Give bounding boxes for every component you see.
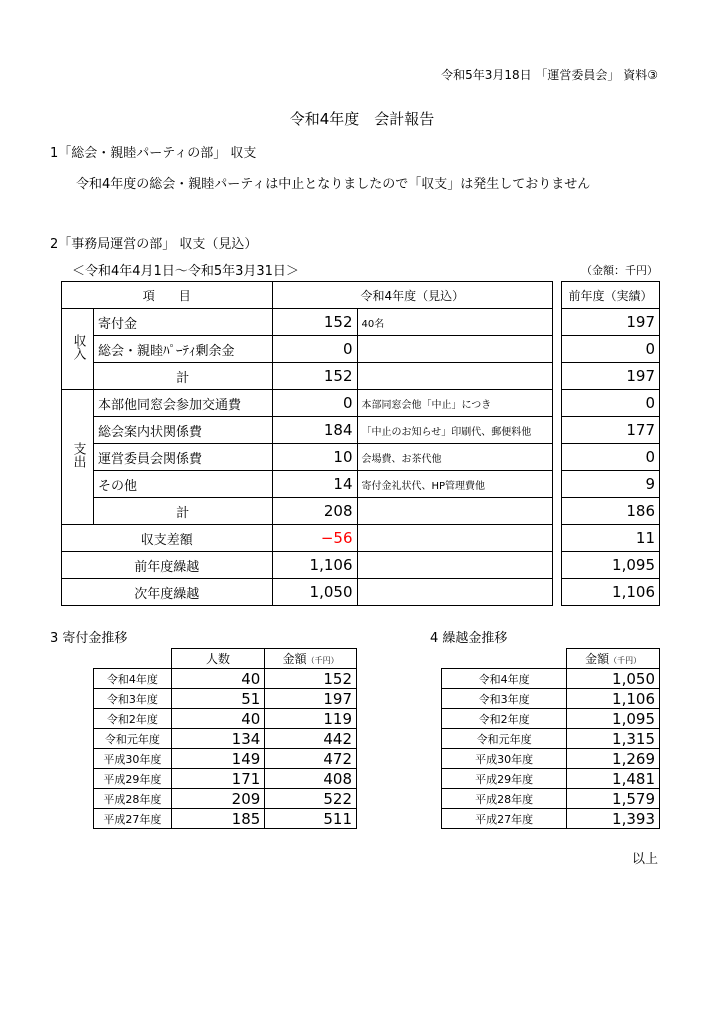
section1-text: 令和4年度の総会・親睦パーティは中止となりましたので「収支」は発生しておりません (76, 177, 591, 192)
expense-category (62, 390, 94, 525)
period-label: ＜令和4年4月1日～令和5年3月31日＞ (72, 264, 299, 279)
table-row-people: 209 (171, 789, 265, 809)
table-row-amount: 1,050 (567, 669, 660, 689)
row-note (357, 579, 553, 606)
carry-prev-label: 前年度繰越 (62, 552, 273, 579)
row-item: 本部他同窓会参加交通費 (93, 390, 272, 417)
table-row-amount: 408 (265, 769, 357, 789)
header-amount-label: 金額 (282, 652, 307, 666)
table-row-people: 185 (171, 809, 265, 829)
row-note: 40名 (357, 309, 553, 336)
table-row-amount: 197 (265, 689, 357, 709)
row-item: その他 (93, 471, 272, 498)
income-category-label: 収入 (70, 333, 86, 360)
column-gap (553, 282, 562, 309)
row-item: 総会・親睦ﾊﾟｰﾃｨ剰余金 (93, 336, 272, 363)
table-row-year: 平成27年度 (442, 809, 567, 829)
row-prev: 9 (562, 471, 660, 498)
row-item: 運営委員会関係費 (93, 444, 272, 471)
row-amount: 10 (272, 444, 357, 471)
column-gap (553, 471, 562, 498)
expense-total-prev: 186 (562, 498, 660, 525)
table-row-amount: 1,106 (567, 689, 660, 709)
table-row-people: 51 (171, 689, 265, 709)
row-amount: 0 (272, 390, 357, 417)
column-gap (553, 498, 562, 525)
table-row-year: 平成28年度 (442, 789, 567, 809)
table-row-amount: 442 (265, 729, 357, 749)
row-note (357, 363, 553, 390)
row-amount: 152 (272, 309, 357, 336)
row-prev: 0 (562, 336, 660, 363)
row-note (357, 336, 553, 363)
unit-label: （金額：千円） (581, 264, 658, 277)
document-reference: 令和5年3月18日 「運営委員会」 資料③ (441, 68, 658, 82)
table-row-year: 令和2年度 (94, 709, 172, 729)
table-row-amount: 511 (265, 809, 357, 829)
row-amount: 0 (272, 336, 357, 363)
table-row-year: 平成30年度 (94, 749, 172, 769)
balance-amount: −56 (272, 525, 357, 552)
table-row-year: 平成30年度 (442, 749, 567, 769)
donation-history-table (93, 648, 357, 829)
header-amount (567, 649, 660, 669)
income-expense-table (61, 281, 660, 606)
row-note: 寄付金礼状代、HP管理費他 (357, 471, 553, 498)
row-note (357, 525, 553, 552)
table-row-amount: 522 (265, 789, 357, 809)
carry-prev-amount: 1,106 (272, 552, 357, 579)
carryover-history-table (441, 648, 660, 829)
section3-heading: 3 寄付金推移 (50, 631, 128, 646)
column-gap (553, 336, 562, 363)
header-amount-unit: （千円） (306, 656, 339, 665)
table-row-amount: 1,095 (567, 709, 660, 729)
corner-cell (442, 649, 567, 669)
carry-next-amount: 1,050 (272, 579, 357, 606)
table-row-amount: 119 (265, 709, 357, 729)
table-row-year: 令和3年度 (94, 689, 172, 709)
table-row-year: 令和元年度 (94, 729, 172, 749)
row-note (357, 552, 553, 579)
table-row-amount: 1,269 (567, 749, 660, 769)
carry-prev-prev: 1,095 (562, 552, 660, 579)
header-item: 項 目 (62, 282, 273, 309)
row-amount: 184 (272, 417, 357, 444)
balance-label: 収支差額 (62, 525, 273, 552)
row-item: 総会案内状関係費 (93, 417, 272, 444)
carry-next-label: 次年度繰越 (62, 579, 273, 606)
carry-next-prev: 1,106 (562, 579, 660, 606)
column-gap (553, 552, 562, 579)
header-current-year: 令和4年度（見込） (272, 282, 552, 309)
table-row-amount: 472 (265, 749, 357, 769)
closing-mark: 以上 (631, 852, 658, 867)
table-row-year: 平成29年度 (94, 769, 172, 789)
header-amount-label: 金額 (585, 652, 610, 666)
table-row-year: 平成29年度 (442, 769, 567, 789)
table-row-amount: 1,315 (567, 729, 660, 749)
column-gap (553, 525, 562, 552)
income-total-prev: 197 (562, 363, 660, 390)
column-gap (553, 444, 562, 471)
column-gap (553, 309, 562, 336)
income-total-amount: 152 (272, 363, 357, 390)
row-note: 本部同窓会他「中止」につき (357, 390, 553, 417)
section4-heading: 4 繰越金推移 (430, 631, 508, 646)
income-total-label: 計 (93, 363, 272, 390)
table-row-people: 40 (171, 669, 265, 689)
section1-heading: 1「総会・親睦パーティの部」 収支 (50, 146, 257, 161)
column-gap (553, 363, 562, 390)
table-row-year: 令和4年度 (442, 669, 567, 689)
page-title: 令和4年度 会計報告 (289, 110, 435, 128)
table-row-people: 171 (171, 769, 265, 789)
table-row-amount: 1,579 (567, 789, 660, 809)
row-note: 会場費、お茶代他 (357, 444, 553, 471)
row-prev: 0 (562, 390, 660, 417)
column-gap (553, 390, 562, 417)
row-prev: 0 (562, 444, 660, 471)
column-gap (553, 579, 562, 606)
table-row-people: 40 (171, 709, 265, 729)
header-previous-year: 前年度（実績） (562, 282, 660, 309)
header-amount (265, 649, 357, 669)
income-category (62, 309, 94, 390)
table-row-amount: 1,393 (567, 809, 660, 829)
expense-category-label: 支出 (70, 441, 86, 468)
table-row-amount: 152 (265, 669, 357, 689)
row-item: 寄付金 (93, 309, 272, 336)
expense-total-amount: 208 (272, 498, 357, 525)
section2-heading: 2「事務局運営の部」 収支（見込） (50, 237, 258, 252)
row-prev: 177 (562, 417, 660, 444)
balance-prev: 11 (562, 525, 660, 552)
table-row-year: 令和2年度 (442, 709, 567, 729)
table-row-year: 平成28年度 (94, 789, 172, 809)
row-prev: 197 (562, 309, 660, 336)
table-row-year: 令和元年度 (442, 729, 567, 749)
row-note: 「中止のお知らせ」印刷代、郵便料他 (357, 417, 553, 444)
expense-total-label: 計 (93, 498, 272, 525)
row-note (357, 498, 553, 525)
row-amount: 14 (272, 471, 357, 498)
table-row-year: 令和4年度 (94, 669, 172, 689)
table-row-amount: 1,481 (567, 769, 660, 789)
header-people: 人数 (171, 649, 265, 669)
table-row-people: 134 (171, 729, 265, 749)
header-amount-unit: （千円） (609, 656, 642, 665)
corner-cell (94, 649, 172, 669)
table-row-year: 令和3年度 (442, 689, 567, 709)
table-row-people: 149 (171, 749, 265, 769)
table-row-year: 平成27年度 (94, 809, 172, 829)
column-gap (553, 417, 562, 444)
